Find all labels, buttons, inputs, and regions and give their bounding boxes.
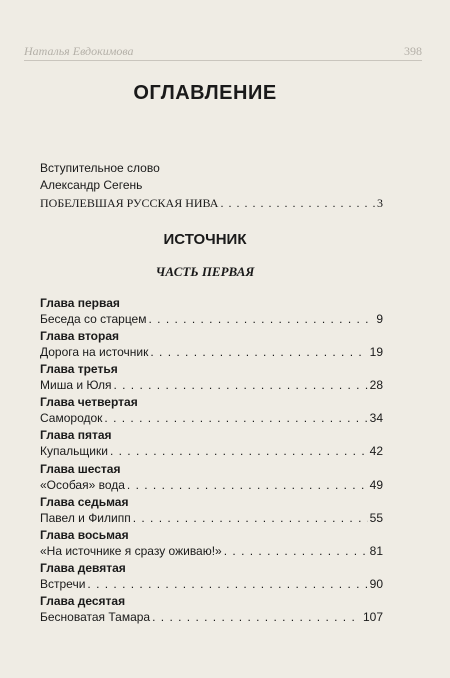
dot-leader (148, 312, 374, 326)
running-header (24, 44, 422, 61)
toc-entry (40, 378, 383, 392)
chapter-title: Купальщики (40, 444, 108, 459)
intro-line: Вступительное слово (40, 161, 160, 175)
dot-leader (104, 411, 367, 425)
chapter-page: 19 (369, 345, 383, 360)
chapter-title: «На источнике я сразу оживаю!» (40, 543, 222, 558)
chapter-page: 42 (369, 444, 383, 459)
chapter-page: 49 (369, 477, 383, 492)
chapter-title: Дорога на источник (40, 345, 149, 360)
toc-entry (40, 411, 383, 425)
dot-leader (150, 345, 367, 359)
toc-entry (40, 444, 383, 458)
chapter-heading: Глава третья (40, 362, 118, 377)
chapter-heading: Глава четвертая (40, 395, 138, 410)
dot-leader (113, 378, 367, 392)
chapter-title: Миша и Юля (40, 378, 112, 393)
chapter-title: Самородок (40, 411, 103, 426)
dot-leader (220, 196, 375, 211)
dot-leader (152, 610, 361, 624)
chapter-heading: Глава шестая (40, 461, 121, 476)
chapter-page: 55 (369, 510, 383, 525)
toc-entry (40, 511, 383, 525)
chapter-heading: Глава вторая (40, 329, 120, 344)
chapter-heading: Глава седьмая (40, 494, 129, 509)
toc-entry (40, 577, 383, 591)
toc-section-entry (40, 196, 383, 211)
dot-leader (127, 478, 368, 492)
chapter-page: 107 (362, 609, 383, 624)
chapter-title: Павел и Филипп (40, 510, 131, 525)
header-page-number: 398 (404, 44, 422, 58)
toc-entry (40, 610, 383, 624)
toc-entry (40, 345, 383, 359)
toc-entry (40, 478, 383, 492)
dot-leader (224, 544, 368, 558)
section-label: ПОБЕЛЕВШАЯ РУССКАЯ НИВА (40, 196, 219, 210)
dot-leader (133, 511, 368, 525)
chapter-page: 28 (369, 378, 383, 393)
chapter-page: 81 (369, 543, 383, 558)
dot-leader (110, 444, 368, 458)
section-page: 3 (377, 196, 383, 210)
chapter-page: 90 (369, 576, 383, 591)
chapter-page: 9 (376, 312, 383, 326)
chapter-heading: Глава пятая (40, 428, 112, 443)
chapter-title: «Особая» вода (40, 477, 125, 492)
dot-leader (87, 577, 367, 591)
header-author: Наталья Евдокимова (24, 44, 134, 58)
intro-author: Александр Сегень (40, 178, 143, 192)
chapter-heading: Глава первая (40, 296, 120, 310)
toc-entry (40, 544, 383, 558)
part-title: ИСТОЧНИК (163, 231, 247, 248)
chapter-heading: Глава девятая (40, 560, 126, 575)
page-title: ОГЛАВЛЕНИЕ (133, 82, 277, 104)
chapter-heading: Глава восьмая (40, 527, 129, 542)
part-subtitle: ЧАСТЬ ПЕРВАЯ (155, 264, 255, 279)
chapter-title: Бесноватая Тамара (40, 609, 151, 624)
toc-entry (40, 312, 383, 326)
chapter-title: Встречи (40, 576, 86, 591)
chapter-page: 34 (369, 411, 383, 426)
chapter-heading: Глава десятая (40, 593, 126, 608)
chapter-title: Беседа со старцем (40, 312, 147, 326)
